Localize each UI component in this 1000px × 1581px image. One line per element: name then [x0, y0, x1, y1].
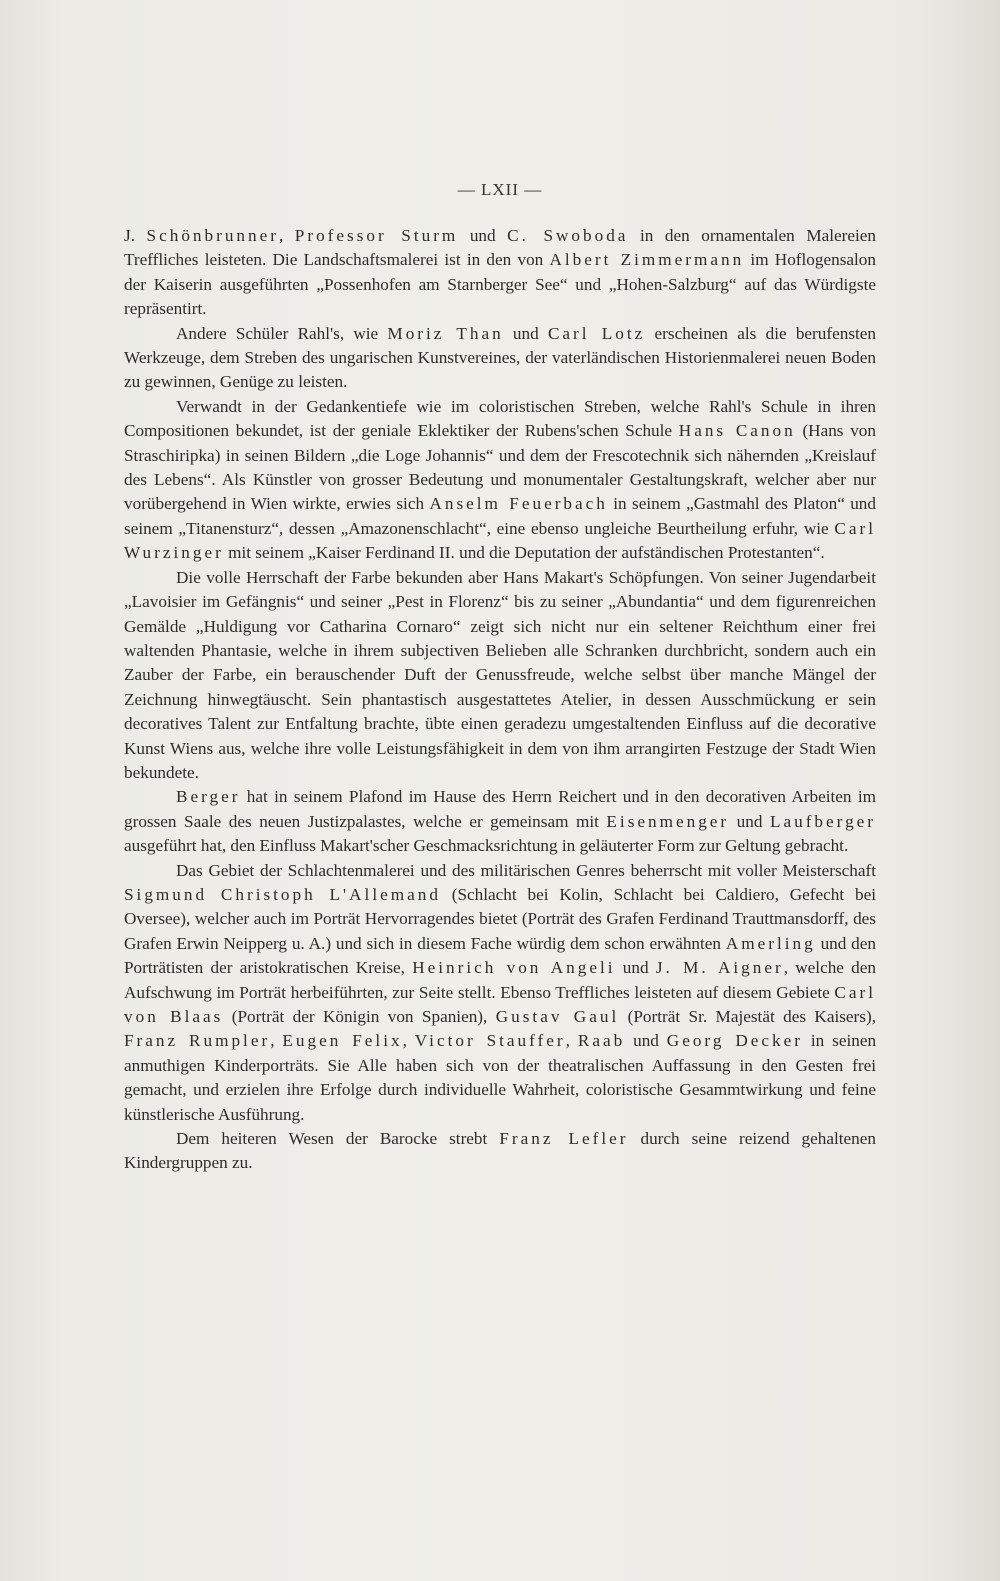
text-run: (Hans von Straschiripka) in seinen Bildern „die Loge Johannis“ und dem der Frescotechnik sich nähernden „Kreislauf des Lebens“. Als Künstler von grosser Bedeutung und monumentaler Gestaltungskraft, welcher aber nur vorübergehend in Wien wirkte, erwies sich — [124, 421, 876, 514]
text-run: und — [625, 1031, 667, 1051]
text-run: (Porträt Sr. Majestät des Kaisers), — [619, 1007, 876, 1026]
text-run: in seinem „Gastmahl des Platon“ und seinem „Titanensturz“, dessen „Amazonenschlacht“, eine ebenso ungleiche Beurtheilung erfuhr, wie — [124, 494, 876, 538]
spaced-name: Raab — [577, 1031, 626, 1051]
spaced-name: Eugen Felix — [282, 1031, 403, 1051]
text-run: , welche den Aufschwung im Porträt herbeiführten, zur Seite stellt. Ebenso Treffliches leisteten auf diesem Gebiete — [124, 958, 876, 1002]
text-run: Andere Schüler Rahl's, wie — [176, 323, 388, 343]
spaced-name: Heinrich von Angeli — [412, 958, 616, 978]
spaced-name: C. Swoboda — [507, 226, 629, 245]
paragraph — [124, 395, 876, 566]
paragraph — [124, 785, 876, 858]
spaced-name: Anselm Feuerbach — [429, 494, 608, 514]
spaced-name: Carl von Blaas — [124, 982, 876, 1026]
spaced-name: Amerling — [725, 933, 816, 953]
body-text — [124, 224, 876, 1176]
text-run: und — [615, 958, 656, 978]
text-run: hat in seinem Plafond im Hause des Herrn Reichert und in den decorativen Arbeiten im grossen Saale des neuen Justizpalastes, welche er gemeinsam mit — [124, 787, 876, 831]
text-run: mit seinem „Kaiser Ferdinand II. und die Deputation der aufständischen Protestanten“. — [223, 543, 825, 563]
spaced-name: Eisenmenger — [606, 811, 730, 831]
paragraph — [124, 1127, 876, 1176]
text-run: in seinen anmuthigen Kinderporträts. Sie Alle haben sich von der theatralischen Auffassung in den Gesten frei gemacht, und erzielen ihre Erfolge durch individuelle Wahrheit, coloristische Gesammtwirkung und feine künstlerische Ausführung. — [124, 1031, 877, 1124]
text-run: , — [402, 1031, 415, 1051]
paragraph — [124, 224, 876, 322]
spaced-name: Franz Lefler — [499, 1129, 629, 1149]
spaced-name: Albert Zimmermann — [549, 250, 745, 270]
spaced-name: Georg Decker — [666, 1031, 803, 1051]
spaced-name: Hans Canon — [678, 421, 796, 441]
spaced-name: Moriz Than — [387, 323, 504, 343]
text-run: , — [278, 226, 295, 245]
text-run: im Hoflogensalon der Kaiserin ausgeführten „Possenhofen am Starnberger See“ und „Hohen-Salzburg“ auf das Würdigste repräsentirt. — [124, 250, 876, 319]
paragraph — [124, 322, 876, 395]
text-run: und — [503, 323, 548, 343]
text-run: J. — [124, 226, 147, 245]
paragraph — [124, 566, 876, 786]
text-run: ausgeführt hat, den Einfluss Makart'scher Geschmacksrichtung in geläuterter Form zur Geltung gebracht. — [124, 836, 849, 856]
text-run: und — [458, 226, 508, 245]
text-run: (Schlacht bei Kolin, Schlacht bei Caldiero, Gefecht bei Oversee), welcher auch im Porträt Hervorragendes bietet (Porträt des Grafen Ferdinand Trauttmansdorff, des Grafen Erwin Neipperg u. A.) und sich in diesem Fache würdig dem schon erwähnten — [124, 884, 876, 953]
spaced-name: Carl Wurzinger — [124, 518, 876, 563]
text-run: und — [729, 811, 770, 831]
text-run: Die volle Herrschaft der Farbe bekunden aber Hans Makart's Schöpfungen. Von seiner Jugendarbeit „Lavoisier im Gefängnis“ und seiner „Pest in Florenz“ bis zu seiner „Abundantia“ und dem figurenreichen Gemälde „Huldigung vor Catharina Cornaro“ zeigt sich nicht nur ein seltener Reichthum einer frei waltenden Phantasie, welche in ihrem subjectiven Belieben alle Schranken durchbricht, sondern auch ein Zauber der Farbe, ein berauschender Duft der Genussfreude, welche selbst über manche Mängel der Zeichnung hinwegtäuscht. Sein phantastisch ausgestattetes Atelier, in dessen Ausschmückung er sein decoratives Talent zur Entfaltung brachte, übte einen geradezu umgestaltenden Einfluss auf die decorative Kunst Wiens aus, welche ihre volle Leistungsfähigkeit in dem von ihm arrangirten Festzuge der Stadt Wien bekundete. — [124, 567, 876, 782]
spaced-name: Franz Rumpler — [124, 1031, 271, 1051]
text-run: Verwandt in der Gedankentiefe wie im coloristischen Streben, welche Rahl's Schule in ihren Compositionen bekundet, ist der geniale Eklektiker der Rubens'schen Schule — [124, 396, 876, 441]
text-run: in den ornamentalen Malereien Treffliches leisteten. Die Landschaftsmalerei ist in den von — [124, 226, 876, 270]
spaced-name: Carl Lotz — [547, 323, 646, 343]
page-number: — LXII — — [457, 180, 543, 199]
text-run: , — [565, 1031, 578, 1051]
spaced-name: Professor Sturm — [294, 226, 459, 245]
spaced-name: Schönbrunner — [146, 226, 279, 245]
text-run: und den Porträtisten der aristokratischen Kreise, — [124, 933, 876, 978]
text-run: , — [270, 1031, 283, 1051]
text-run: Dem heiteren Wesen der Barocke strebt — [176, 1129, 500, 1149]
paragraph — [124, 859, 876, 1127]
spaced-name: J. M. Aigner — [655, 958, 784, 978]
spaced-name: Berger — [176, 787, 241, 807]
spaced-name: Victor Stauffer — [414, 1031, 566, 1051]
text-run: durch seine reizend gehaltenen Kindergruppen zu. — [124, 1129, 876, 1173]
spaced-name: Sigmund Christoph L'Allemand — [124, 884, 441, 904]
spaced-name: Laufberger — [769, 811, 877, 831]
spaced-name: Gustav Gaul — [495, 1007, 620, 1026]
text-run: (Porträt der Königin von Spanien), — [223, 1007, 496, 1026]
text-run: Das Gebiet der Schlachtenmalerei und des militärischen Genres beherrscht mit voller Meisterschaft — [176, 860, 876, 880]
text-run: erscheinen als die berufensten Werkzeuge, dem Streben des ungarischen Kunstvereines, der vaterländischen Historienmalerei neuen Boden zu gewinnen, Genüge zu leisten. — [124, 323, 877, 392]
